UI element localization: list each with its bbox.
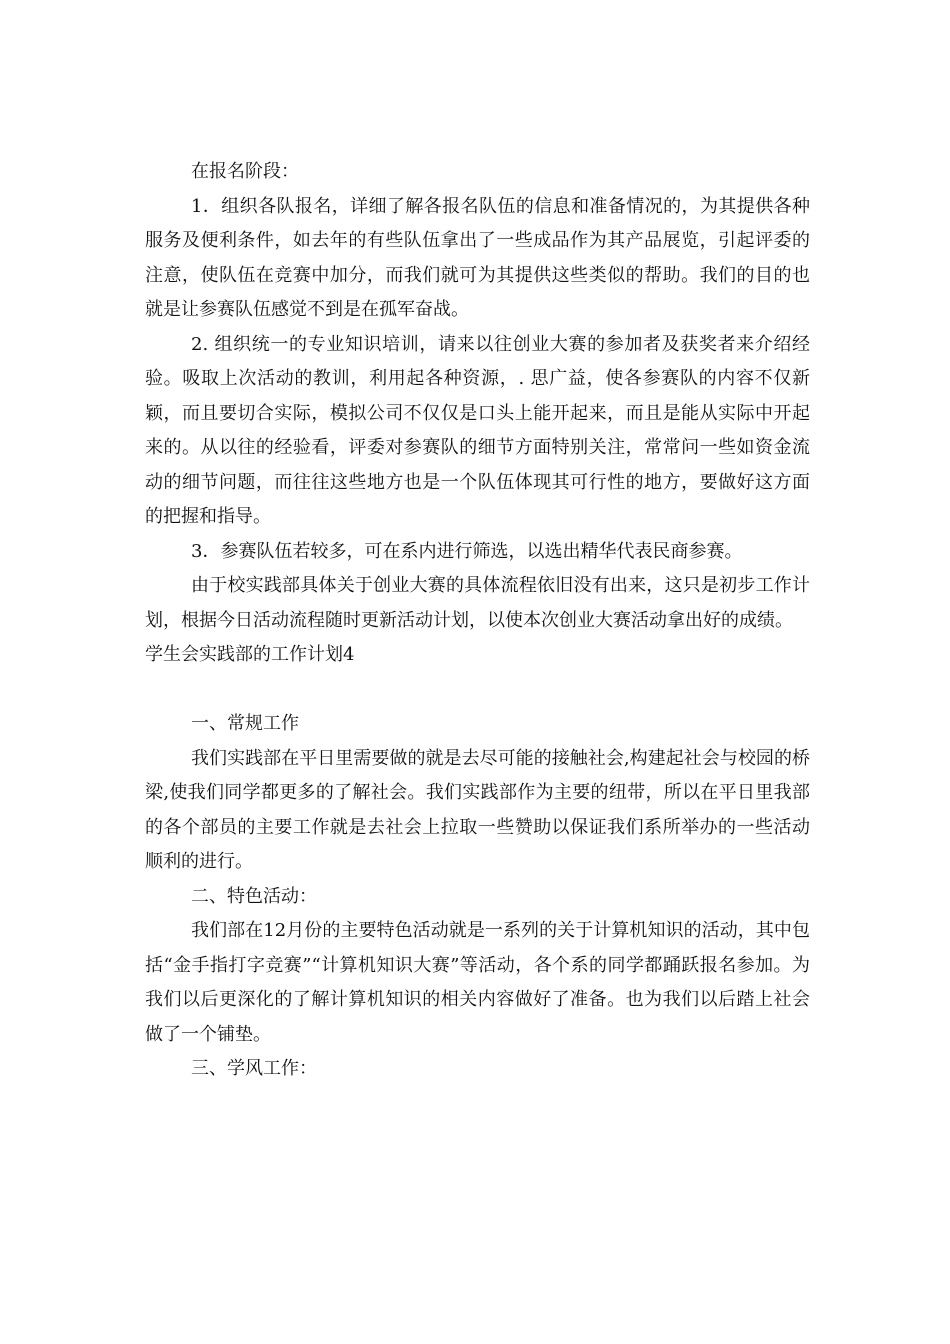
paragraph-registration-stage: 在报名阶段： <box>191 161 299 182</box>
paragraph-summary: 由于校实践部具体关于创业大赛的具体流程依旧没有出来，这只是初步工作计划，根据今日活动流程随时更新活动计划，以使本次创业大赛活动拿出好的成绩。 <box>145 575 810 631</box>
document-body <box>145 155 810 1087</box>
paragraph-item-3: 3．参赛队伍若较多，可在系内进行筛选，以选出精华代表民商参赛。 <box>191 540 743 562</box>
paragraph-special-activities: 我们部在12月份的主要特色活动就是一系列的关于计算机知识的活动，其中包括“金手指打字竞赛”“计算机知识大赛”等活动，各个系的同学都踊跃报名参加。为我们以后更深化的了解计算机知识的相关内容做好了准备。也为我们以后踏上社会做了一个铺垫。 <box>145 920 810 1045</box>
heading-study-style-work: 三、学风工作： <box>191 1058 317 1079</box>
paragraph-item-2: 2. 组织统一的专业知识培训，请来以往创业大赛的参加者及获奖者来介绍经验。吸取上次活动的教训，利用起各种资源，. 思广益，使各参赛队的内容不仅新颖，而且要切合实际，模拟公司不仅仅是口头上能开起来，而且是能从实际中开起来的。从以往的经验看，评委对参赛队的细节方面特别关注，常常问一些如资金流动的细节问题，而往往这些地方也是一个队伍体现其可行性的地方，要做好这方面的把握和指导。 <box>145 333 810 527</box>
paragraph-routine-work: 我们实践部在平日里需要做的就是去尽可能的接触社会,构建起社会与校园的桥梁,使我们同学都更多的了解社会。我们实践部作为主要的纽带，所以在平日里我部的各个部员的主要工作就是去社会上拉取一些赞助以保证我们系所举办的一些活动顺利的进行。 <box>145 747 810 872</box>
heading-special-activities: 二、特色活动： <box>191 885 317 907</box>
paragraph-item-1: 1．组织各队报名，详细了解各报名队伍的信息和准备情况的，为其提供各种服务及便利条件，如去年的有些队伍拿出了一些成品作为其产品展览，引起评委的注意，使队伍在竞赛中加分，而我们就可为其提供这些类似的帮助。我们的目的也就是让参赛队伍感觉不到是在孤军奋战。 <box>145 195 810 320</box>
blank-line <box>145 673 810 708</box>
section-title: 学生会实践部的工作计划4 <box>145 644 355 665</box>
heading-routine-work: 一、常规工作 <box>191 713 299 734</box>
